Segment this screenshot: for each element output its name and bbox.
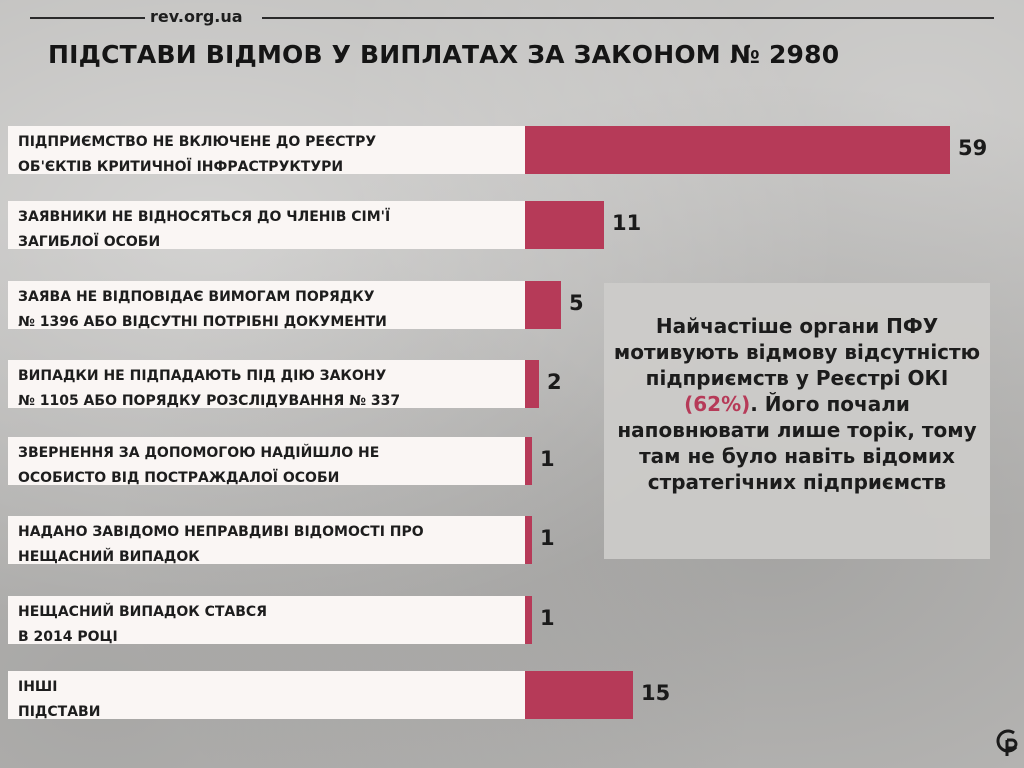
bar-value-label: 1 bbox=[540, 606, 555, 630]
bar bbox=[525, 671, 633, 719]
bar-category-label: ВИПАДКИ НЕ ПІДПАДАЮТЬ ПІД ДІЮ ЗАКОНУ № 1105 АБО ПОРЯДКУ РОЗСЛІДУВАННЯ № 337 bbox=[8, 360, 525, 408]
header-rule-right bbox=[262, 17, 994, 19]
bar-category-label: ІНШІ ПІДСТАВИ bbox=[8, 671, 525, 719]
bar-category-label: ЗАЯВНИКИ НЕ ВІДНОСЯТЬСЯ ДО ЧЛЕНІВ СІМ'Ї ЗАГИБЛОЇ ОСОБИ bbox=[8, 201, 525, 249]
bar bbox=[525, 437, 532, 485]
page-title: ПІДСТАВИ ВІДМОВ У ВИПЛАТАХ ЗА ЗАКОНОМ № 2980 bbox=[48, 40, 840, 69]
bar bbox=[525, 201, 604, 249]
bar bbox=[525, 596, 532, 644]
header-rule-left bbox=[30, 17, 145, 19]
bar-value-label: 11 bbox=[612, 211, 642, 235]
bar-row bbox=[0, 671, 1024, 731]
site-name: rev.org.ua bbox=[150, 7, 243, 26]
bar-value-label: 1 bbox=[540, 526, 555, 550]
bar bbox=[525, 360, 539, 408]
bar-row bbox=[0, 201, 1024, 261]
bar-category-label: НЕЩАСНИЙ ВИПАДОК СТАВСЯ В 2014 РОЦІ bbox=[8, 596, 525, 644]
note-text-before: Найчастіше органи ПФУ мотивують відмову відсутністю підприємств у Реєстрі ОКІ bbox=[613, 314, 981, 390]
bar-category-label: ЗВЕРНЕННЯ ЗА ДОПОМОГОЮ НАДІЙШЛО НЕ ОСОБИСТО ВІД ПОСТРАЖДАЛОЇ ОСОБИ bbox=[8, 437, 525, 485]
note-highlight: (62%) bbox=[684, 392, 751, 416]
bar-category-label: ЗАЯВА НЕ ВІДПОВІДАЄ ВИМОГАМ ПОРЯДКУ № 1396 АБО ВІДСУТНІ ПОТРІБНІ ДОКУМЕНТИ bbox=[8, 281, 525, 329]
bar-row bbox=[0, 596, 1024, 656]
bar-value-label: 1 bbox=[540, 447, 555, 471]
bar-value-label: 15 bbox=[641, 681, 671, 705]
bar-value-label: 2 bbox=[547, 370, 562, 394]
bar-category-label: ПІДПРИЄМСТВО НЕ ВКЛЮЧЕНЕ ДО РЕЄСТРУ ОБ'ЄКТІВ КРИТИЧНОЇ ІНФРАСТРУКТУРИ bbox=[8, 126, 525, 174]
bar-value-label: 5 bbox=[569, 291, 584, 315]
bar-row bbox=[0, 126, 1024, 186]
note-text-after: . Його почали наповнювати лише торік, тому там не було навіть відомих стратегічних підприємств bbox=[617, 392, 977, 494]
bar bbox=[525, 126, 950, 174]
summary-note bbox=[604, 283, 990, 559]
bar bbox=[525, 281, 561, 329]
bar-category-label: НАДАНО ЗАВІДОМО НЕПРАВДИВІ ВІДОМОСТІ ПРО НЕЩАСНИЙ ВИПАДОК bbox=[8, 516, 525, 564]
bar bbox=[525, 516, 532, 564]
logo-icon bbox=[994, 728, 1020, 758]
bar-value-label: 59 bbox=[958, 136, 988, 160]
